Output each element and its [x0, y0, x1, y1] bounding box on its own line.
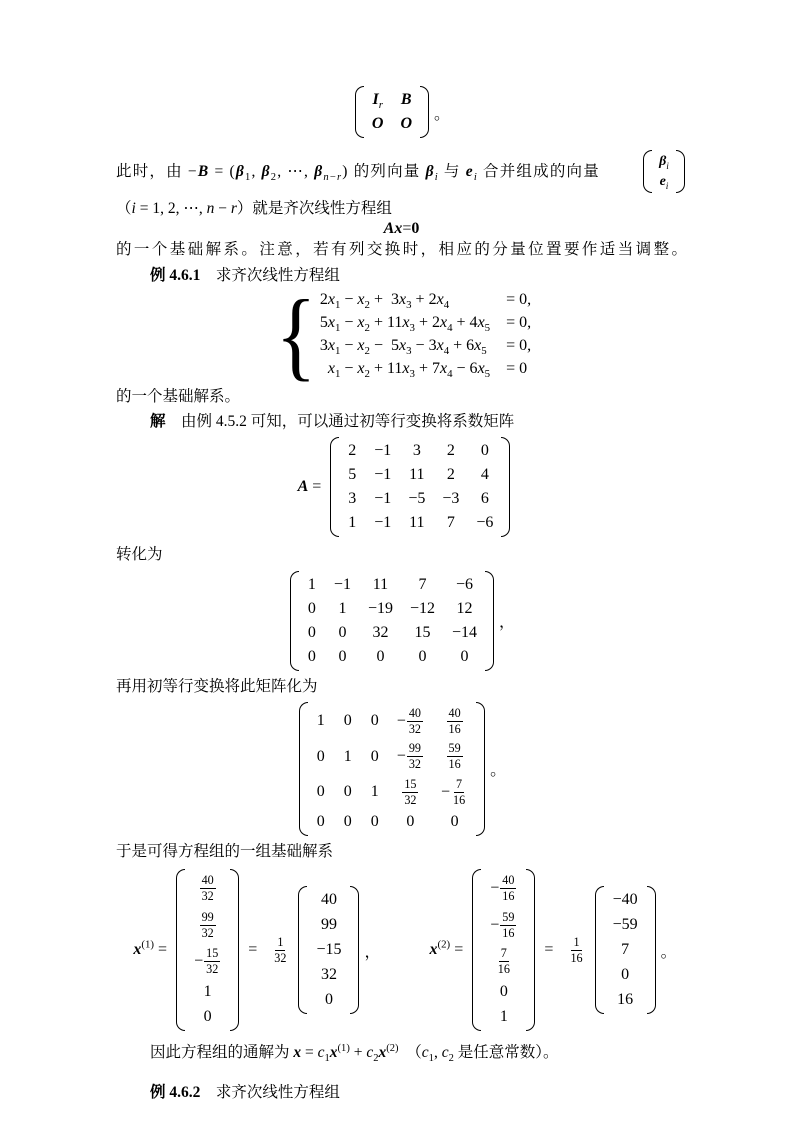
matrix-cell: 0	[307, 647, 316, 665]
equation-system	[320, 290, 531, 379]
matrix-cell: 1	[343, 747, 352, 765]
matrix-cell: 0	[338, 623, 347, 641]
matrix-cell	[446, 706, 464, 737]
matrix-cell: 0	[316, 783, 325, 801]
paragraph-basis: 的一个基础解系。	[116, 387, 241, 405]
matrix-cell: 0	[307, 599, 316, 617]
punctuation: 。	[490, 762, 507, 780]
matrix-cell: 32	[320, 966, 337, 984]
partition-matrix-grid	[369, 86, 415, 138]
fraction: $\frac{59}{16}$	[448, 741, 461, 772]
matrix-cell: 0	[370, 712, 379, 730]
right-paren-icon	[647, 886, 656, 1014]
fraction: $\frac{40}{16}$	[448, 705, 461, 736]
x1-fraction-vector-grid	[190, 869, 225, 1031]
example1-heading: 例 4.6.1 求齐次线性方程组	[150, 266, 340, 284]
matrix-cell: −5	[408, 490, 426, 508]
matrix-cell: − $\frac{40}{16}$	[490, 873, 515, 904]
right-paren-icon	[676, 150, 685, 193]
fraction: $\frac{59}{16}$	[502, 909, 515, 940]
matrix-cell	[199, 910, 217, 941]
left-paren-icon	[472, 869, 481, 1031]
matrix-cell: 3	[348, 490, 357, 508]
matrix-cell	[495, 946, 513, 977]
paragraph-intro-1	[116, 150, 687, 193]
matrix-row-echelon-grid	[304, 571, 480, 671]
matrix-cell: 0	[370, 812, 379, 830]
matrix-cell: 32	[372, 623, 389, 641]
matrix-cell: 1	[338, 599, 347, 617]
punctuation: 。	[434, 105, 451, 123]
equation-rhs: = 0,	[506, 313, 532, 331]
matrix-cell: 0	[370, 747, 379, 765]
matrix-cell: 6	[480, 490, 489, 508]
vector-equation-1	[126, 869, 380, 1031]
example2-heading: 例 4.6.2 求齐次线性方程组	[150, 1083, 340, 1101]
matrix-cell: 0	[450, 812, 459, 830]
paragraph-transform-1: 转化为	[116, 546, 163, 564]
vector-equation-2	[423, 869, 677, 1031]
matrix-cell: $I_r$	[372, 91, 383, 112]
matrix-cell: 7	[418, 575, 427, 593]
x1-fraction-vector	[176, 869, 239, 1031]
matrix-cell: −59	[612, 916, 638, 934]
matrix-cell: 0	[316, 747, 325, 765]
system-brace-icon: {	[275, 278, 317, 390]
block-matrix-2	[116, 571, 687, 671]
x1-integer-vector-grid	[312, 886, 345, 1014]
matrix-cell: 0	[460, 647, 469, 665]
block-matrix-A	[116, 437, 687, 537]
matrix-reduced	[299, 702, 485, 836]
matrix-cell: 0	[203, 1008, 212, 1026]
matrix-cell: 0	[324, 991, 333, 1009]
matrix-cell: −12	[409, 599, 436, 617]
matrix-cell: 1	[307, 575, 316, 593]
punctuation: 。	[660, 943, 677, 961]
equation-rhs: = 0,	[506, 336, 532, 354]
matrix-cell: −1	[374, 490, 392, 508]
matrix-cell: O	[400, 115, 413, 132]
paragraph-intro-3: 的一个基础解系。注意，若有列交换时，相应的分量位置要作适当调整。	[116, 241, 687, 259]
fraction: $\frac{40}{32}$	[201, 873, 214, 904]
matrix-cell: 11	[409, 466, 425, 484]
matrix-cell: 16	[617, 991, 634, 1009]
fraction: $\frac{99}{32}$	[201, 909, 214, 940]
right-paren-icon	[350, 886, 359, 1014]
left-paren-icon	[330, 437, 339, 537]
x2-fraction-vector	[472, 869, 535, 1031]
matrix-cell: 0	[343, 783, 352, 801]
fraction: $\frac{15}{32}$	[404, 776, 417, 807]
equation-Ax0: Ax = 0	[383, 220, 420, 238]
equation-lhs: $5x_1 - x_2 + 11x_3 + 2x_4 + 4x_5$	[319, 313, 491, 335]
punctuation: ，	[364, 943, 381, 961]
left-paren-icon	[643, 150, 652, 193]
matrix-cell: O	[371, 115, 384, 132]
fraction: $\frac{1}{32}$	[274, 934, 287, 965]
right-paren-icon	[485, 571, 494, 671]
matrix-cell: 1	[316, 712, 325, 730]
punctuation: ，	[499, 614, 516, 631]
matrix-cell: 99	[320, 916, 337, 934]
right-paren-icon	[476, 702, 485, 836]
matrix-cell: 1	[370, 783, 379, 801]
x1-integer-vector	[298, 886, 359, 1014]
general-solution: 因此方程组的通解为 $x = c_1x^{(1)} + c_2x^{(2)}$ （$c_1$, $c_2$ 是任意常数）。	[150, 1043, 559, 1065]
matrix-cell: 0	[418, 647, 427, 665]
matrix-cell: 0	[406, 812, 415, 830]
matrix-cell: 0	[307, 623, 316, 641]
matrix-cell: −15	[316, 941, 342, 959]
matrix-cell: −1	[374, 442, 392, 460]
equation-rhs: = 0	[506, 359, 528, 377]
matrix-cell: 0	[316, 812, 325, 830]
matrix-cell: − $\frac{99}{32}$	[396, 741, 421, 772]
fraction: $\frac{1}{16}$	[570, 934, 583, 965]
x2-integer-vector-grid	[609, 886, 642, 1014]
left-paren-icon	[290, 571, 299, 671]
fraction: $\frac{99}{32}$	[408, 741, 421, 772]
matrix-cell: −6	[476, 514, 494, 532]
block-partition-matrix	[116, 86, 687, 138]
x2-coefficient	[567, 935, 585, 966]
beta-e-vector	[643, 150, 685, 193]
matrix-cell: −40	[612, 891, 638, 909]
equation-lhs: $x_1 - x_2 + 11x_3 + 7x_4 - 6x_5$	[327, 359, 491, 380]
matrix-cell: B	[400, 91, 412, 108]
matrix-cell: 5	[348, 466, 357, 484]
matrix-cell: 0	[621, 966, 630, 984]
matrix-A	[330, 437, 510, 537]
fraction: $\frac{7}{16}$	[453, 776, 466, 807]
x2-fraction-vector-grid	[486, 869, 521, 1031]
matrix-A-label: A =	[297, 478, 322, 496]
solution-intro: 解 由例 4.5.2 可知，可以通过初等行变换将系数矩阵	[150, 413, 515, 430]
left-paren-icon	[298, 886, 307, 1014]
right-paren-icon	[420, 86, 429, 138]
matrix-cell: 0	[338, 647, 347, 665]
matrix-cell: 3	[412, 442, 421, 460]
matrix-cell: 2	[446, 442, 455, 460]
fraction: $\frac{7}{16}$	[497, 945, 510, 977]
matrix-cell: 2	[348, 442, 357, 460]
matrix-cell: 0	[343, 812, 352, 830]
matrix-cell: 11	[372, 575, 389, 593]
beta-e-vector-grid	[657, 150, 671, 193]
paragraph-transform-2: 再用初等行变换将此矩阵化为	[116, 677, 318, 695]
matrix-cell: 0	[343, 712, 352, 730]
matrix-cell: − $\frac{7}{16}$	[440, 776, 466, 807]
block-equation-system	[116, 278, 687, 390]
paragraph-intro-2: （i = 1, 2, ⋯, n − r）就是齐次线性方程组	[116, 200, 392, 217]
matrix-cell: 1	[203, 983, 212, 1001]
matrix-cell: 1	[499, 1008, 508, 1026]
matrix-cell: −1	[333, 575, 351, 593]
right-paren-icon	[501, 437, 510, 537]
matrix-cell: 7	[446, 514, 455, 532]
partition-matrix	[355, 86, 429, 138]
matrix-A-grid	[344, 437, 496, 537]
paragraph-result: 于是可得方程组的一组基础解系	[116, 842, 334, 860]
fraction: $\frac{15}{32}$	[206, 945, 219, 977]
matrix-cell: 15	[414, 623, 431, 641]
matrix-cell: 0	[480, 442, 489, 460]
x2-label: $x^{(2)}$ =	[429, 938, 464, 959]
matrix-row-echelon	[290, 571, 494, 671]
equation-lhs: $3x_1 - x_2 - 5x_3 - 3x_4 + 6x_5$	[319, 336, 487, 357]
matrix-cell: $e_i$	[659, 173, 669, 192]
matrix-cell: 1	[348, 514, 357, 532]
matrix-cell: − $\frac{40}{32}$	[396, 705, 421, 736]
right-paren-icon	[526, 869, 535, 1031]
left-paren-icon	[299, 702, 308, 836]
left-paren-icon	[176, 869, 185, 1031]
matrix-cell: − $\frac{15}{32}$	[194, 945, 219, 977]
matrix-cell: −6	[456, 575, 474, 593]
matrix-cell: −14	[452, 623, 478, 641]
x1-label: $x^{(1)}$ =	[133, 938, 168, 959]
block-matrix-3	[116, 702, 687, 836]
matrix-reduced-grid	[313, 702, 471, 836]
matrix-cell: 0	[499, 983, 508, 1001]
equals-sign: =	[544, 941, 554, 959]
matrix-cell: −19	[367, 599, 393, 617]
matrix-cell: 7	[621, 941, 630, 959]
x2-integer-vector	[595, 886, 656, 1014]
matrix-cell	[199, 873, 217, 904]
right-paren-icon	[230, 869, 239, 1031]
fraction: $\frac{40}{16}$	[502, 873, 515, 904]
matrix-cell: 0	[376, 647, 385, 665]
matrix-cell: 4	[480, 466, 489, 484]
matrix-cell: $\beta_i$	[659, 154, 669, 172]
matrix-cell: −3	[442, 490, 460, 508]
matrix-cell: 11	[409, 514, 425, 532]
matrix-cell: −1	[374, 466, 392, 484]
matrix-cell: 12	[456, 599, 473, 617]
matrix-cell: −1	[374, 514, 392, 532]
equals-sign: =	[248, 941, 258, 959]
block-basis-vectors	[116, 869, 687, 1031]
equation-lhs: $2x_1 - x_2 + 3x_3 + 2x_4$	[319, 291, 450, 312]
intro-text: 此时，由 $-B = (\beta_1$, $\beta_2$, ⋯, $\beta_{n-r}$) 的列向量 $\beta_i$ 与 $e_i$ 合并组成的向量	[116, 162, 600, 183]
matrix-cell: 2	[446, 466, 455, 484]
left-paren-icon	[595, 886, 604, 1014]
matrix-cell	[401, 777, 419, 808]
matrix-cell	[446, 741, 464, 772]
equation-rhs: = 0,	[506, 291, 532, 309]
matrix-cell: 40	[320, 891, 337, 909]
x1-coefficient	[271, 935, 289, 966]
left-paren-icon	[355, 86, 364, 138]
matrix-cell: − $\frac{59}{16}$	[490, 909, 515, 940]
fraction: $\frac{40}{32}$	[408, 705, 421, 736]
